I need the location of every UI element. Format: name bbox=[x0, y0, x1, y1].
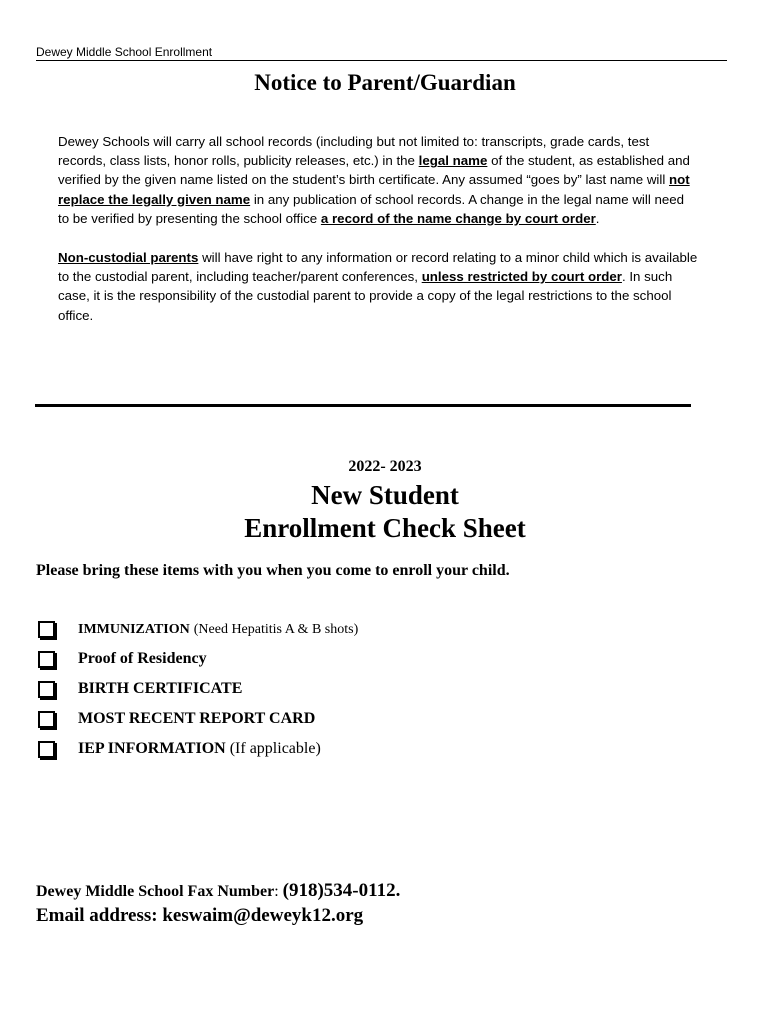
p2-text-2: . In such case, it is the responsibility of the custodial parent to provide a copy of the legal restrictions to the school office. bbox=[58, 269, 673, 323]
p2-emphasis-unless-restricted: unless restricted by court order bbox=[421, 269, 622, 285]
school-year: 2022- 2023 bbox=[348, 458, 422, 475]
checksheet-instruction: Please bring these items with you when you come to enroll your child. bbox=[36, 562, 510, 579]
p2-emphasis-non-custodial: Non-custodial parents bbox=[58, 250, 199, 265]
checklist-item-note: (Need Hepatitis A & B shots) bbox=[193, 621, 359, 637]
notice-paragraph-1 bbox=[58, 132, 698, 228]
checkbox-icon[interactable] bbox=[38, 621, 55, 638]
p1-emphasis-court-order: a record of the name change by court order bbox=[320, 210, 596, 226]
checksheet-title-line-2: Enrollment Check Sheet bbox=[244, 513, 526, 543]
email-line bbox=[36, 905, 363, 927]
fax-number: (918)534-0112. bbox=[282, 880, 401, 901]
fax-label: Dewey Middle School Fax Number bbox=[36, 883, 275, 900]
notice-title: Notice to Parent/Guardian bbox=[254, 70, 516, 95]
checklist-item bbox=[38, 621, 358, 638]
notice-paragraph-2 bbox=[58, 248, 698, 325]
checklist-item-label: BIRTH CERTIFICATE bbox=[78, 680, 243, 697]
checklist-item-label: IMMUNIZATION bbox=[78, 621, 190, 637]
fax-line bbox=[36, 880, 400, 902]
p2-text-1: will have right to any information or record relating to a minor child which is available to the custodial parent, including teacher/parent conferences, bbox=[58, 250, 698, 285]
checklist-item bbox=[38, 710, 315, 728]
checklist-item bbox=[38, 740, 321, 758]
p1-text-1: Dewey Schools will carry all school records (including but not limited to: transcripts, grade cards, test records, class lists, honor rolls, publicity releases, etc.) in the bbox=[58, 134, 650, 169]
p1-emphasis-legal-name: legal name bbox=[418, 153, 488, 169]
checklist-item-label: IEP INFORMATION bbox=[78, 740, 226, 757]
document-header: Dewey Middle School Enrollment bbox=[36, 45, 727, 61]
checkbox-icon[interactable] bbox=[38, 741, 55, 758]
checklist-item bbox=[38, 650, 207, 668]
email-address[interactable]: keswaim@deweyk12.org bbox=[162, 905, 364, 926]
checkbox-icon[interactable] bbox=[38, 711, 55, 728]
checklist-item-label: MOST RECENT REPORT CARD bbox=[78, 710, 316, 727]
checklist-item bbox=[38, 680, 242, 698]
p1-text-2: of the student, as established and verified by the given name listed on the student’s birth certificate. Any assumed “goes by” last name will bbox=[58, 153, 690, 188]
email-label: Email address: bbox=[36, 905, 163, 926]
fax-separator: : bbox=[274, 883, 283, 900]
checkbox-icon[interactable] bbox=[38, 681, 55, 698]
checksheet-title-line-1: New Student bbox=[311, 480, 459, 510]
checkbox-icon[interactable] bbox=[38, 651, 55, 668]
checklist-item-note: (If applicable) bbox=[229, 740, 321, 757]
p1-text-4: . bbox=[595, 210, 600, 226]
checklist-item-label: Proof of Residency bbox=[78, 650, 207, 667]
p1-text-3: in any publication of school records. A change in the legal name will need to be verified by presenting the school office bbox=[58, 191, 685, 226]
p1-emphasis-not-replace: not replace the legally given name bbox=[58, 172, 690, 207]
section-divider bbox=[35, 404, 691, 407]
